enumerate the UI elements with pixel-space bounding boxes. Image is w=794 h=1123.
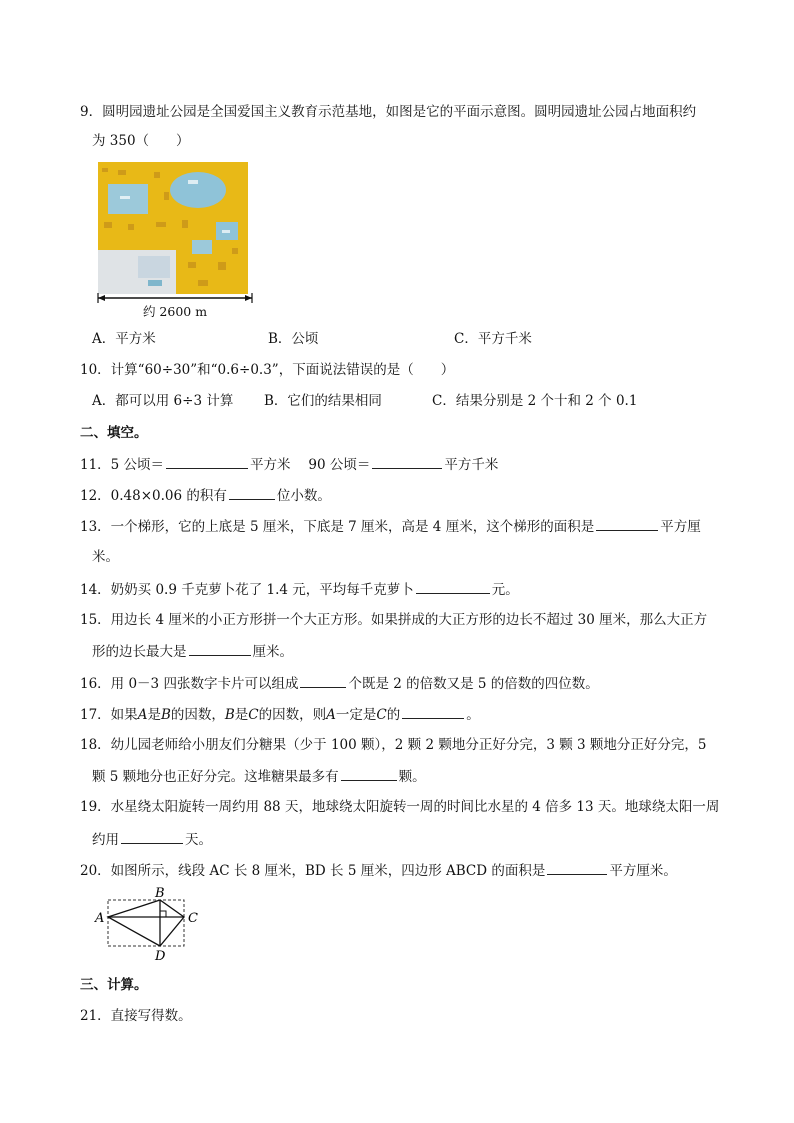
q13-blank[interactable] <box>596 516 658 531</box>
q15-text-b: 形的边长最大是 <box>92 644 187 660</box>
q10-option-a: A．都可以用 6÷3 计算 <box>92 393 234 409</box>
q11-text-a: 11．5 公顷＝ <box>80 457 165 473</box>
q16-text-b: 个既是 2 的倍数又是 5 的倍数的四位数。 <box>348 676 599 692</box>
q13-text-b: 平方厘 <box>660 519 701 535</box>
q14-text-b: 元。 <box>491 582 519 598</box>
q10-text: 10．计算“60÷30”和“0.6÷0.3”，下面说法错误的是（ ） <box>80 362 455 378</box>
q9-option-c: C．平方千米 <box>454 331 532 347</box>
q17-var-c: C <box>248 707 259 723</box>
q17-text: 的 <box>386 707 401 723</box>
q16 <box>80 673 599 694</box>
q17-text: 的因数， <box>170 707 225 723</box>
q17-text: 一定是 <box>335 707 377 723</box>
q15-text-c: 厘米。 <box>252 644 293 660</box>
q18-blank[interactable] <box>341 766 397 781</box>
q17-blank[interactable] <box>402 704 464 719</box>
q20 <box>80 860 677 881</box>
yuanmingyuan-map-image <box>98 162 248 294</box>
q13-text-a: 13．一个梯形，它的上底是 5 厘米，下底是 7 厘米，高是 4 厘米，这个梯形的面积是 <box>80 519 595 535</box>
q17-text: 是 <box>147 707 161 723</box>
q15-line2 <box>92 641 293 662</box>
q13-line1 <box>80 516 701 537</box>
q19-line2 <box>92 829 212 850</box>
q14-blank[interactable] <box>416 579 490 594</box>
q12 <box>80 485 331 506</box>
label-d: D <box>155 949 166 964</box>
q10-option-c: C．结果分别是 2 个十和 2 个 0.1 <box>432 393 638 409</box>
q17-var-a: A <box>326 707 336 723</box>
map-scale-label: 约 2600 m <box>142 304 208 319</box>
q10-options <box>92 391 637 411</box>
q21-text: 21．直接写得数。 <box>80 1008 192 1024</box>
q11-text-b: 平方米 90 公顷＝ <box>250 457 371 473</box>
q18-line1: 18．幼儿园老师给小朋友们分糖果（少于 100 颗），2 颗 2 颗地分正好分完，3 颗 3 颗地分正好分完，5 <box>80 737 707 753</box>
q10-option-b: B．它们的结果相同 <box>264 393 382 409</box>
q17-text: 17．如果 <box>80 707 138 723</box>
q16-blank[interactable] <box>300 673 346 688</box>
q17-var-b: B <box>160 707 171 723</box>
q11-blank-2[interactable] <box>372 454 442 469</box>
q12-text-a: 12．0.48×0.06 的积有 <box>80 488 227 504</box>
q17-var-c: C <box>376 707 387 723</box>
q18-line2 <box>92 766 426 787</box>
q19-line1: 19．水星绕太阳旋转一周约用 88 天，地球绕太阳旋转一周的时间比水星的 4 倍多 13 天。地球绕太阳一周 <box>80 799 720 815</box>
q12-text-b: 位小数。 <box>276 488 331 504</box>
q9-option-a: A．平方米 <box>92 331 156 347</box>
q15-line1: 15．用边长 4 厘米的小正方形拼一个大正方形。如果拼成的大正方形的边长不超过 30 厘米，那么大正方 <box>80 612 708 628</box>
q17-var-a: A <box>137 707 148 723</box>
q14 <box>80 579 519 600</box>
q19-text-b: 约用 <box>92 832 119 848</box>
section-fill-blank-heading: 二、填空。 <box>80 425 148 441</box>
q20-text-a: 20．如图所示，线段 AC 长 8 厘米，BD 长 5 厘米，四边形 ABCD 的面积是 <box>80 863 546 879</box>
q9-options <box>92 329 532 349</box>
label-a: A <box>95 911 105 926</box>
q19-blank[interactable] <box>121 829 183 844</box>
q17-var-b: B <box>224 707 235 723</box>
q17-text: 的因数，则 <box>258 707 327 723</box>
map-scale-bar <box>96 290 254 320</box>
q19-text-c: 天。 <box>185 832 212 848</box>
label-b: B <box>155 886 165 901</box>
q13-line2: 米。 <box>92 549 119 565</box>
q12-blank[interactable] <box>229 485 275 500</box>
section-calculation-heading: 三、计算。 <box>80 977 148 993</box>
q17 <box>80 704 480 725</box>
q11-blank-1[interactable] <box>166 454 248 469</box>
q20-blank[interactable] <box>547 860 607 875</box>
q17-text: 是 <box>234 707 249 723</box>
q14-text-a: 14．奶奶买 0.9 千克萝卜花了 1.4 元，平均每千克萝卜 <box>80 582 414 598</box>
q11 <box>80 454 498 475</box>
q9-text-line1: 9．圆明园遗址公园是全国爱国主义教育示范基地，如图是它的平面示意图。圆明园遗址公园占地面积约 <box>80 104 697 120</box>
q9-text-line2: 为 350（ ） <box>92 133 190 149</box>
q9-option-b: B．公顷 <box>268 331 319 347</box>
q17-text: 。 <box>466 707 480 723</box>
q20-text-b: 平方厘米。 <box>609 863 677 879</box>
q18-text-b: 颗 5 颗地分也正好分完。这堆糖果最多有 <box>92 769 339 785</box>
q18-text-c: 颗。 <box>398 769 426 785</box>
q16-text-a: 16．用 0－3 四张数字卡片可以组成 <box>80 676 299 692</box>
label-c: C <box>188 911 198 926</box>
quadrilateral-abcd-figure <box>92 884 202 964</box>
q11-text-c: 平方千米 <box>444 457 499 473</box>
q15-blank[interactable] <box>189 641 251 656</box>
